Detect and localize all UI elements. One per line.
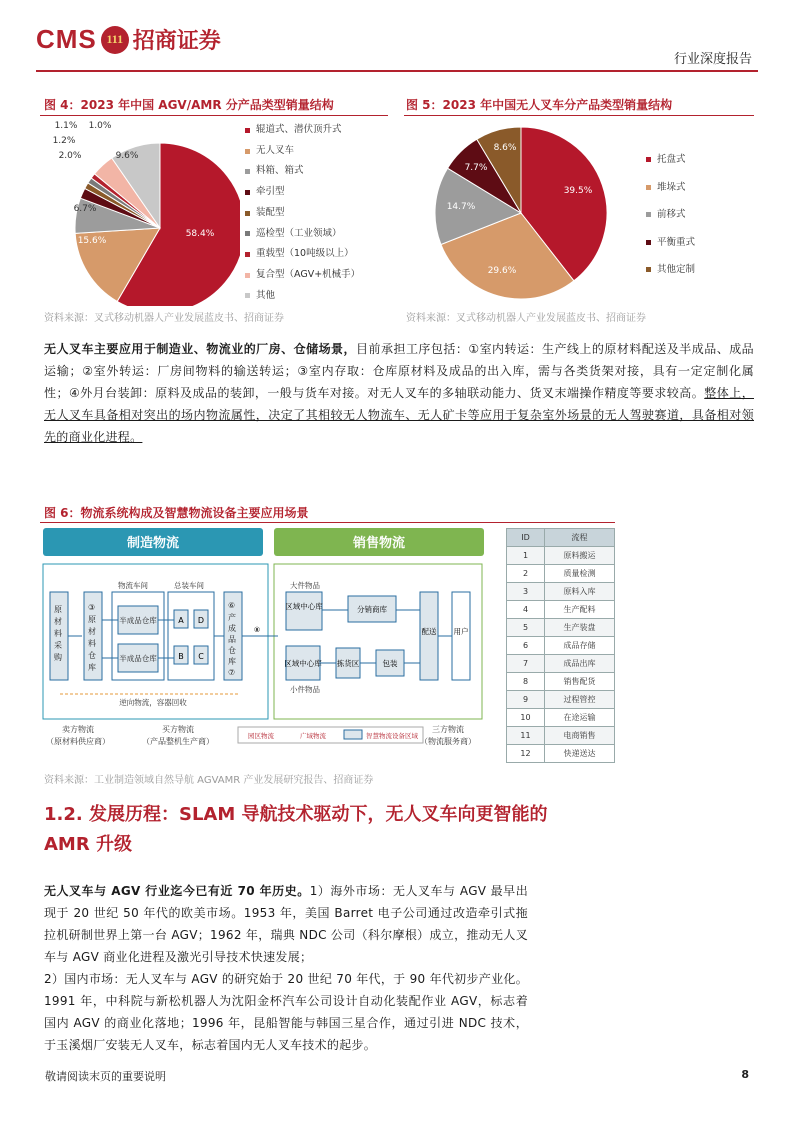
table-row	[507, 727, 615, 745]
paragraph-applications-body: 目前承担工序包括：①室内转运：生产线上的原材料配送及半成品、成品运输；②室外转运：厂房间物料的输送转运；③室内存取：仓库原材料及成品的出入库，需与各类货架对接，具有一定定制化属性；④外月台装卸：原料及成品的装卸，一般与货车对接。对无人叉车的多轴联动能力、货叉末端操作精度等要求较高。	[44, 342, 754, 400]
table-cell: 成品出库	[545, 655, 615, 673]
paragraph-history-body: 1）海外市场：无人叉车与 AGV 最早出现于 20 世纪 50 年代的欧美市场。1953 年，美国 Barret 电子公司通过改造牵引式拖拉机研制世界上第一台 AGV；1962 年，瑞典 NDC 公司（科尔摩根）成立，推动无人叉车与 AGV 商业化进程及激光引导技术快速发展；	[44, 884, 528, 964]
fig5-value-label-1: 29.6%	[487, 266, 517, 276]
big-items-label: 大件物品	[290, 581, 320, 590]
fig4-legend-label: 无人叉车	[256, 144, 295, 156]
delivery-label: 配送	[421, 627, 437, 636]
fig5-legend-swatch	[646, 212, 651, 217]
fig4-value-label-6: 1.0%	[88, 121, 112, 131]
fig4-legend-swatch	[245, 252, 250, 257]
party-third: 三方物流	[432, 725, 464, 734]
fig5-pie-chart	[404, 116, 634, 306]
fig4-legend-label: 巡检型（工业领域）	[256, 227, 342, 239]
fig4-legend-item	[245, 265, 360, 286]
fig5-value-label-3: 7.7%	[464, 163, 488, 173]
table-cell: 快递送达	[545, 745, 615, 763]
fig5-legend-item	[646, 201, 695, 229]
table-row	[507, 691, 615, 709]
table-cell: 5	[507, 619, 545, 637]
fig4-legend-label: 装配型	[256, 206, 285, 218]
table-row	[507, 637, 615, 655]
cell-b-label: B	[178, 652, 184, 661]
fig5-legend-label: 其他定制	[657, 264, 696, 275]
footer-note: 敬请阅读末页的重要说明	[45, 1070, 166, 1083]
fig5-legend-item	[646, 256, 695, 284]
user-label: 用户	[453, 627, 469, 636]
table-header-row	[507, 529, 615, 547]
fig5-legend-swatch	[646, 267, 651, 272]
fig6-title: 图 6：物流系统构成及智慧物流设备主要应用场景	[44, 506, 309, 520]
table-cell: 1	[507, 547, 545, 565]
workshop-logistics-label: 物流车间	[118, 581, 148, 590]
fig4-legend-swatch	[245, 231, 250, 236]
workshop-assembly-label: 总装车间	[174, 581, 204, 590]
table-row	[507, 709, 615, 727]
paragraph-applications-conclusion: 整体上，无人叉车具备相对突出的场内物流属性，决定了其相较无人物流车、无人矿卡等应用于复杂室外场景的无人驾驶赛道，具备相对领先的商业化进程。	[44, 386, 754, 444]
table-row	[507, 745, 615, 763]
fig5-legend-item	[646, 229, 695, 257]
cell-a-label: A	[178, 616, 184, 625]
fig4-legend	[245, 120, 360, 306]
step-8-label: ⑧	[253, 626, 261, 634]
raw-store-label: ③ 原材料仓库	[88, 603, 96, 672]
section-title: 1.2. 发展历程：SLAM 导航技术驱动下，无人叉车向更智能的 AMR 升级	[44, 804, 548, 855]
fig4-value-label-3: 2.0%	[58, 151, 82, 161]
fig4-legend-label: 其他	[256, 289, 276, 301]
fig4-legend-swatch	[245, 273, 250, 278]
table-row	[507, 583, 615, 601]
table-row	[507, 619, 615, 637]
table-cell: 7	[507, 655, 545, 673]
mfg-header-label: 制造物流	[126, 536, 180, 551]
fig4-legend-swatch	[245, 211, 250, 216]
fig5-legend-label: 平衡重式	[657, 236, 696, 248]
table-cell: 原料入库	[545, 583, 615, 601]
page-number: 8	[741, 1068, 749, 1081]
cell-d-label: D	[197, 616, 205, 625]
fig4-value-label-0: 58.4%	[185, 229, 215, 239]
fig4-value-label-8: 9.6%	[115, 151, 139, 161]
table-row	[507, 565, 615, 583]
legend-factory: 园区物流	[248, 732, 274, 740]
sales-header-label: 销售物流	[352, 536, 406, 551]
table-header-cell: 流程	[545, 529, 615, 547]
paragraph-applications	[44, 338, 754, 448]
logo-chinese-name: 招商证券	[132, 28, 221, 54]
fig5-value-label-4: 8.6%	[493, 143, 517, 153]
finished-store-label: ⑥ 产成品仓库 ⑦	[228, 601, 236, 677]
report-type: 行业深度报告	[673, 52, 752, 67]
fig5-legend-swatch	[646, 185, 651, 190]
party-seller-sub: （原材料供应商）	[46, 737, 110, 746]
table-cell: 电商销售	[545, 727, 615, 745]
picking-label: 拣货区	[336, 659, 360, 668]
company-logo	[36, 24, 221, 55]
logo-text: CMS	[36, 24, 97, 54]
fig4-legend-item	[245, 120, 360, 141]
logo-mark: 111	[101, 26, 129, 54]
paragraph-history-overseas	[44, 880, 528, 968]
raw-purchase-label: 原材料采购	[54, 605, 62, 662]
fig4-legend-swatch	[245, 169, 250, 174]
fig4-legend-swatch	[245, 149, 250, 154]
fig4-source: 资料来源：叉式移动机器人产业发展蓝皮书、招商证券	[44, 313, 284, 324]
table-cell: 9	[507, 691, 545, 709]
fig5-legend-item	[646, 174, 695, 202]
fig4-legend-label: 辊道式、潜伏顶升式	[256, 124, 342, 135]
fig6-process-table	[506, 528, 615, 763]
small-items-label: 小件物品	[290, 685, 320, 694]
table-cell: 在途运输	[545, 709, 615, 727]
table-cell: 12	[507, 745, 545, 763]
packing-label: 包装	[382, 659, 398, 668]
fig4-legend-swatch	[245, 293, 250, 298]
fig4-legend-item	[245, 141, 360, 162]
paragraph-history-domestic: 2）国内市场：无人叉车与 AGV 的研究始于 20 世纪 70 年代，于 90 年代初步产业化。1991 年，中科院与新松机器人为沈阳金杯汽车公司设计自动化装配作业 AGV，标志着国内 AGV 的商业化落地；1996 年，昆船智能与韩国三星合作，通过引进 NDC 技术，于玉溪烟厂安装无人叉车，标志着国内无人叉车技术的起步。	[44, 972, 528, 1052]
table-cell: 原料搬运	[545, 547, 615, 565]
fig5-legend-item	[646, 146, 695, 174]
fig5-source: 资料来源：叉式移动机器人产业发展蓝皮书、招商证券	[406, 313, 646, 324]
table-cell: 4	[507, 601, 545, 619]
table-row	[507, 547, 615, 565]
fig5-value-label-2: 14.7%	[446, 202, 476, 212]
fig4-legend-label: 牵引型	[256, 186, 285, 198]
regional-center-box-1	[286, 592, 322, 630]
legend-smart: 智慧物流设备区域	[366, 732, 418, 740]
table-row	[507, 673, 615, 691]
fig4-legend-item	[245, 224, 360, 245]
table-cell: 11	[507, 727, 545, 745]
legend-broad: 广域物流	[300, 732, 326, 740]
paragraph-history-lead: 无人叉车与 AGV 行业迄今已有近 70 年历史。	[44, 884, 310, 898]
regional-center-label-1: 区域中心库	[285, 602, 323, 611]
fig6-title-rule	[40, 522, 615, 523]
distribution-label: 分销商库	[357, 605, 387, 614]
fig5-legend-swatch	[646, 240, 651, 245]
table-cell: 过程管控	[545, 691, 615, 709]
fig5-legend-label: 堆垛式	[657, 181, 686, 193]
table-cell: 2	[507, 565, 545, 583]
fig4-value-label-1: 15.6%	[77, 236, 107, 246]
reverse-logistics-label: 逆向物流，容器回收	[119, 698, 187, 707]
table-row	[507, 601, 615, 619]
fig4-legend-swatch	[245, 128, 250, 133]
table-cell: 3	[507, 583, 545, 601]
fig4-legend-item	[245, 182, 360, 203]
fig4-legend-item	[245, 203, 360, 224]
fig4-legend-item	[245, 244, 360, 265]
delivery-box	[420, 592, 438, 680]
table-cell: 生产配料	[545, 601, 615, 619]
fig5-value-label-0: 39.5%	[563, 186, 593, 196]
fig5-legend	[646, 146, 695, 284]
paragraph-applications-lead: 无人叉车主要应用于制造业、物流业的厂房、仓储场景，	[44, 342, 357, 356]
fig5-legend-label: 前移式	[657, 209, 686, 220]
party-buyer-sub: （产品整机生产商）	[142, 737, 214, 746]
header-divider	[36, 70, 758, 72]
fig4-legend-item	[245, 286, 360, 307]
cell-c-label: C	[198, 652, 204, 661]
fig4-title: 图 4：2023 年中国 AGV/AMR 分产品类型销量结构	[44, 98, 334, 112]
table-cell: 销售配货	[545, 673, 615, 691]
party-seller: 卖方物流	[62, 725, 94, 734]
fig4-legend-label: 复合型（AGV+机械手）	[256, 268, 361, 280]
fig6-source: 资料来源：工业制造领域自然导航 AGVAMR 产业发展研究报告、招商证券	[44, 775, 374, 786]
fig4-legend-item	[245, 161, 360, 182]
fig5-title: 图 5：2023 年中国无人叉车分产品类型销量结构	[406, 98, 673, 112]
workshop-assembly-box	[168, 592, 214, 680]
table-cell: 8	[507, 673, 545, 691]
regional-center-label-2: 区域中心库	[284, 659, 322, 668]
table-cell: 6	[507, 637, 545, 655]
table-cell: 10	[507, 709, 545, 727]
fig4-pie-chart	[40, 116, 240, 306]
semi-store-label-1: 半成品仓库	[119, 616, 157, 625]
fig4-legend-label: 重载型（10吨级以上）	[256, 248, 354, 260]
fig4-legend-swatch	[245, 190, 250, 195]
party-third-sub: （物流服务商）	[420, 737, 476, 746]
fig4-value-label-5: 1.1%	[54, 121, 78, 131]
fig5-legend-label: 托盘式	[657, 154, 686, 165]
table-header-cell: ID	[507, 529, 545, 547]
table-cell: 生产装盘	[545, 619, 615, 637]
table-row	[507, 655, 615, 673]
fig5-legend-swatch	[646, 157, 651, 162]
user-box	[452, 592, 470, 680]
table-cell: 成品存储	[545, 637, 615, 655]
semi-store-label-2: 半成品仓库	[119, 654, 157, 663]
legend-smart-swatch	[344, 730, 362, 739]
fig4-value-label-2: 6.7%	[73, 204, 97, 214]
table-cell: 质量检测	[545, 565, 615, 583]
fig4-value-label-4: 1.2%	[52, 136, 76, 146]
fig4-legend-label: 料箱、箱式	[256, 165, 304, 177]
party-buyer: 买方物流	[162, 725, 194, 734]
